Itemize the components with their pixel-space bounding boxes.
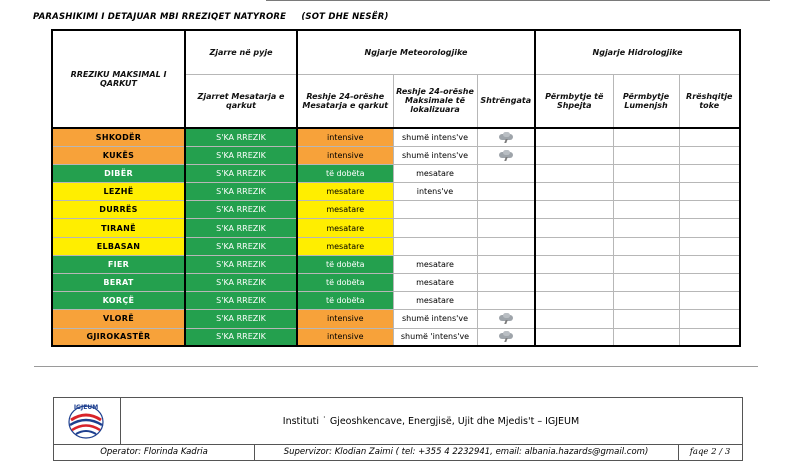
rain-average-cell: intensive — [297, 328, 393, 346]
table-row — [52, 274, 740, 292]
flash-flood-cell — [535, 274, 613, 292]
document-title-text: PARASHIKIMI I DETAJUAR MBI RREZIQET NATYRORE — [33, 12, 287, 22]
fire-risk-cell: S'KA RREZIK — [185, 219, 297, 237]
fire-risk-cell: S'KA RREZIK — [185, 164, 297, 182]
storm-cell — [477, 183, 535, 201]
fire-risk-cell: S'KA RREZIK — [185, 146, 297, 164]
storm-cell — [477, 237, 535, 255]
rain-max-cell: mesatare — [393, 292, 477, 310]
igjeum-logo-icon — [62, 400, 110, 442]
table-row — [52, 255, 740, 273]
table-row — [52, 128, 740, 146]
flash-flood-cell — [535, 128, 613, 146]
storm-cell — [477, 328, 535, 346]
rain-max-cell: shumë intens've — [393, 146, 477, 164]
landslide-cell — [679, 164, 740, 182]
svg-text:IGJEUM: IGJEUM — [73, 404, 99, 411]
river-flood-cell — [613, 146, 679, 164]
landslide-cell — [679, 310, 740, 328]
landslide-cell — [679, 255, 740, 273]
region-cell: GJIROKASTËR — [52, 328, 185, 346]
region-cell: TIRANË — [52, 219, 185, 237]
storm-cell — [477, 164, 535, 182]
flash-flood-cell — [535, 310, 613, 328]
table-row — [52, 146, 740, 164]
rain-average-cell: intensive — [297, 310, 393, 328]
rain-max-cell: mesatare — [393, 274, 477, 292]
rain-average-cell: të dobëta — [297, 292, 393, 310]
rain-average-cell: të dobëta — [297, 164, 393, 182]
rain-max-cell: shumë intens've — [393, 310, 477, 328]
region-cell: LEZHË — [52, 183, 185, 201]
rain-average-cell: intensive — [297, 146, 393, 164]
table-row — [52, 292, 740, 310]
rain-average-cell: intensive — [297, 128, 393, 146]
region-cell: DURRËS — [52, 201, 185, 219]
header-meteo-group: Ngjarje Meteorologjike — [297, 30, 535, 74]
table-row — [52, 164, 740, 182]
storm-cell — [477, 310, 535, 328]
river-flood-cell — [613, 183, 679, 201]
fire-risk-cell: S'KA RREZIK — [185, 274, 297, 292]
storm-cloud-icon — [497, 314, 515, 323]
rain-max-cell: shumë 'intens've — [393, 328, 477, 346]
flash-flood-cell — [535, 164, 613, 182]
rain-max-cell: shumë intens've — [393, 128, 477, 146]
landslide-cell — [679, 146, 740, 164]
rain-max-cell — [393, 219, 477, 237]
storm-cloud-icon — [497, 332, 515, 341]
region-cell: VLORË — [52, 310, 185, 328]
storm-cloud-icon — [497, 151, 515, 160]
institute-name: Instituti ˙ Gjeoshkencave, Energjisë, Ujit dhe Mjedis't – IGJEUM — [282, 415, 580, 427]
fire-risk-cell: S'KA RREZIK — [185, 292, 297, 310]
flash-flood-cell — [535, 237, 613, 255]
storm-cell — [477, 146, 535, 164]
header-rain-max: Reshje 24-orëshe Maksimale të lokalizuara — [393, 74, 477, 128]
landslide-cell — [679, 292, 740, 310]
landslide-cell — [679, 128, 740, 146]
table-row — [52, 183, 740, 201]
region-cell: ELBASAN — [52, 237, 185, 255]
storm-cloud-icon — [497, 133, 515, 142]
rain-max-cell: mesatare — [393, 255, 477, 273]
footer-box — [53, 397, 743, 461]
footer-info-row — [54, 444, 742, 460]
fire-risk-cell: S'KA RREZIK — [185, 237, 297, 255]
rain-average-cell: të dobëta — [297, 274, 393, 292]
table-row — [52, 310, 740, 328]
rain-max-cell: mesatare — [393, 164, 477, 182]
logo-cell — [54, 398, 121, 444]
rain-max-cell: intens've — [393, 183, 477, 201]
fire-risk-cell: S'KA RREZIK — [185, 255, 297, 273]
landslide-cell — [679, 274, 740, 292]
flash-flood-cell — [535, 183, 613, 201]
region-cell: KUKËS — [52, 146, 185, 164]
region-cell: DIBËR — [52, 164, 185, 182]
table-row — [52, 201, 740, 219]
header-fire-sub: Zjarret Mesatarja e qarkut — [185, 74, 297, 128]
operator-label: Operator: Florinda Kadria — [54, 445, 255, 460]
fire-risk-cell: S'KA RREZIK — [185, 328, 297, 346]
fire-risk-cell: S'KA RREZIK — [185, 310, 297, 328]
storm-cell — [477, 255, 535, 273]
document-subtitle: (SOT DHE NESËR) — [301, 12, 389, 22]
flash-flood-cell — [535, 328, 613, 346]
river-flood-cell — [613, 274, 679, 292]
header-river-flood: Përmbytje Lumenjsh — [613, 74, 679, 128]
river-flood-cell — [613, 128, 679, 146]
storm-cell — [477, 274, 535, 292]
document-title — [33, 12, 389, 22]
landslide-cell — [679, 219, 740, 237]
river-flood-cell — [613, 201, 679, 219]
flash-flood-cell — [535, 292, 613, 310]
river-flood-cell — [613, 219, 679, 237]
river-flood-cell — [613, 255, 679, 273]
storm-cell — [477, 219, 535, 237]
rain-average-cell: të dobëta — [297, 255, 393, 273]
river-flood-cell — [613, 292, 679, 310]
header-landslide: Rrëshqitje toke — [679, 74, 740, 128]
storm-cell — [477, 201, 535, 219]
rain-max-cell — [393, 201, 477, 219]
rain-average-cell: mesatare — [297, 219, 393, 237]
flash-flood-cell — [535, 146, 613, 164]
header-zone: RREZIKU MAKSIMAL I QARKUT — [52, 30, 185, 128]
storm-cell — [477, 128, 535, 146]
region-cell: BERAT — [52, 274, 185, 292]
rain-max-cell — [393, 237, 477, 255]
header-hydro-group: Ngjarje Hidrologjike — [535, 30, 740, 74]
fire-risk-cell: S'KA RREZIK — [185, 183, 297, 201]
table-row — [52, 328, 740, 346]
header-flash-flood: Përmbytje të Shpejta — [535, 74, 613, 128]
page-number: faqe 2 / 3 — [689, 447, 731, 457]
header-rain-avg: Reshje 24-orëshe Mesatarja e qarkut — [297, 74, 393, 128]
landslide-cell — [679, 183, 740, 201]
region-cell: SHKODËR — [52, 128, 185, 146]
table-row — [52, 237, 740, 255]
rain-average-cell: mesatare — [297, 183, 393, 201]
flash-flood-cell — [535, 201, 613, 219]
river-flood-cell — [613, 310, 679, 328]
region-cell: FIER — [52, 255, 185, 273]
rain-average-cell: mesatare — [297, 237, 393, 255]
landslide-cell — [679, 328, 740, 346]
separator-line — [34, 366, 758, 367]
risk-table — [51, 29, 741, 347]
table-row — [52, 219, 740, 237]
top-rule — [266, 0, 770, 1]
header-storm: Shtrëngata — [477, 74, 535, 128]
river-flood-cell — [613, 164, 679, 182]
header-fire-group: Zjarre në pyje — [185, 30, 297, 74]
flash-flood-cell — [535, 255, 613, 273]
region-cell: KORÇË — [52, 292, 185, 310]
landslide-cell — [679, 237, 740, 255]
flash-flood-cell — [535, 219, 613, 237]
river-flood-cell — [613, 237, 679, 255]
fire-risk-cell: S'KA RREZIK — [185, 128, 297, 146]
river-flood-cell — [613, 328, 679, 346]
landslide-cell — [679, 201, 740, 219]
rain-average-cell: mesatare — [297, 201, 393, 219]
storm-cell — [477, 292, 535, 310]
supervisor-contact: Supervizor: Klodian Zaimi ( tel: +355 4 2232941, email: albania.hazards@gmail.com) — [254, 445, 679, 460]
fire-risk-cell: S'KA RREZIK — [185, 201, 297, 219]
